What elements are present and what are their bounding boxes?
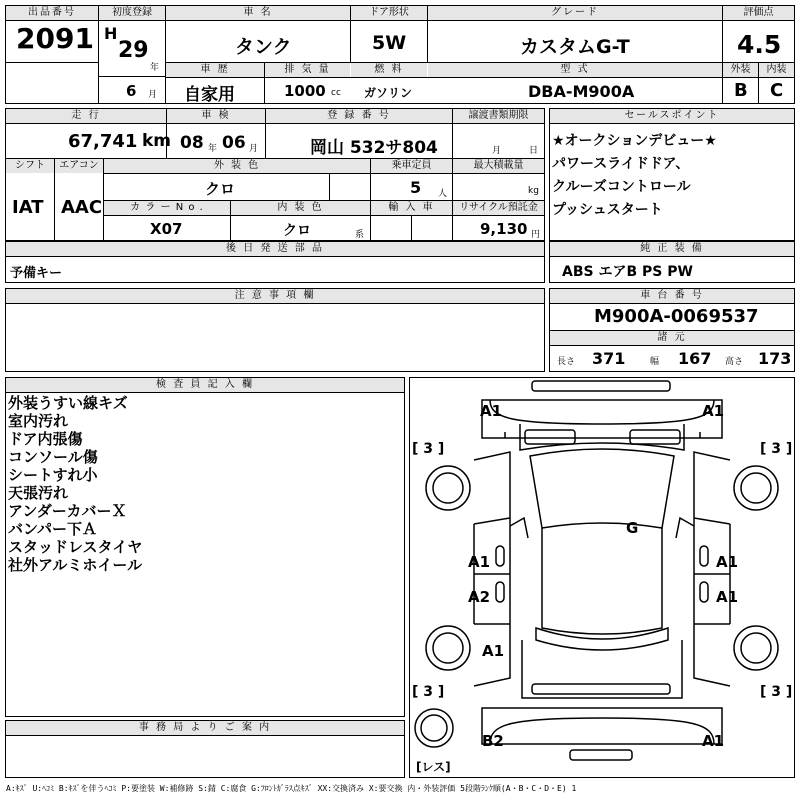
height-label: 高さ bbox=[725, 357, 744, 367]
mark-front-right: A1 bbox=[702, 402, 725, 420]
mark-rear-left: B2 bbox=[482, 732, 504, 750]
lot-number: 2091 bbox=[16, 22, 94, 55]
inspector-line: コンソール傷 bbox=[8, 448, 98, 466]
length: 371 bbox=[592, 349, 626, 368]
inspection-year-unit: 年 bbox=[208, 144, 218, 154]
mileage-unit: km bbox=[142, 131, 172, 151]
sales-line-4: プッシュスタート bbox=[552, 202, 663, 218]
reg-year: 29 bbox=[118, 38, 149, 63]
car-name: タンク bbox=[235, 36, 292, 58]
chassis-number: M900A-0069537 bbox=[594, 306, 759, 327]
later-parts: 予備キー bbox=[10, 266, 63, 281]
mark-front-left: A1 bbox=[480, 402, 503, 420]
color: クロ bbox=[205, 180, 236, 198]
width: 167 bbox=[678, 349, 712, 368]
shift: IAT bbox=[12, 197, 44, 218]
transfer-day: 日 bbox=[529, 146, 539, 156]
sales-line-3: クルーズコントロール bbox=[552, 179, 691, 195]
vehicle-info-block bbox=[5, 108, 545, 241]
mark-door-rr: A1 bbox=[716, 588, 739, 606]
transfer-label: 譲渡書類期限 bbox=[453, 109, 544, 123]
mark-door-rl: A2 bbox=[468, 588, 491, 606]
lot-label: 出品番号 bbox=[6, 6, 98, 20]
notes-label: 注 意 事 項 欄 bbox=[6, 289, 544, 303]
ac-label: エアコン bbox=[55, 159, 103, 173]
load-label: 最大積載量 bbox=[453, 159, 544, 173]
history: 自家用 bbox=[184, 85, 235, 105]
displacement: 1000 bbox=[284, 82, 326, 100]
car-outline bbox=[410, 378, 794, 777]
mark-door-fr: A1 bbox=[716, 553, 739, 571]
recycle: 9,130 bbox=[480, 220, 528, 238]
doors: 5W bbox=[372, 32, 407, 54]
office-label: 事 務 局 よ り ご 案 内 bbox=[6, 721, 404, 735]
mark-spare: [レス] bbox=[416, 760, 451, 774]
inspector-line: アンダーカバーＸ bbox=[8, 502, 127, 520]
model-label: 型 式 bbox=[428, 63, 722, 77]
inspector-line: バンパー下Ａ bbox=[8, 520, 97, 538]
genuine-equipment-label: 純 正 装 備 bbox=[550, 242, 794, 256]
ext-grade: B bbox=[734, 80, 748, 101]
import-label: 輸 入 車 bbox=[371, 201, 452, 215]
transfer-month: 月 bbox=[492, 146, 502, 156]
capacity: 5 bbox=[410, 178, 422, 197]
int-label: 内装 bbox=[759, 63, 794, 77]
plate: 岡山 532サ804 bbox=[310, 138, 438, 158]
fuel: ガソリン bbox=[364, 86, 413, 100]
mark-tire-fr: [ 3 ] bbox=[760, 441, 793, 457]
score-label: 評価点 bbox=[723, 6, 794, 20]
interior-color: クロ bbox=[283, 223, 311, 239]
color-no: X07 bbox=[150, 220, 183, 238]
int-grade: C bbox=[770, 80, 784, 101]
inspector-label: 検 査 員 記 入 欄 bbox=[6, 378, 404, 392]
doors-label: ドア形状 bbox=[351, 6, 427, 20]
interior-color-label: 内 装 色 bbox=[231, 201, 370, 215]
inspector-lines bbox=[8, 394, 142, 574]
inspector-line: 天張汚れ bbox=[8, 484, 69, 502]
model: DBA-M900A bbox=[528, 82, 635, 101]
inspector-line: ドア内張傷 bbox=[8, 430, 83, 448]
color-no-label: カ ラ ー N o . bbox=[104, 201, 230, 215]
recycle-label: リサイクル預託金 bbox=[453, 201, 544, 215]
sales-point-block bbox=[549, 108, 795, 241]
inspector-line: シートすれ小 bbox=[8, 466, 98, 484]
inspection-year: 08 bbox=[180, 133, 204, 153]
inspector-line: スタッドレスタイヤ bbox=[8, 538, 143, 556]
mark-rear-quarter-left: A1 bbox=[482, 642, 505, 660]
mark-rear-right: A1 bbox=[702, 732, 725, 750]
inspector-line: 室内汚れ bbox=[8, 412, 69, 430]
interior-color-unit: 系 bbox=[355, 230, 365, 240]
shift-label: シフト bbox=[6, 159, 54, 173]
history-label: 車 歴 bbox=[166, 63, 264, 77]
ext-label: 外装 bbox=[723, 63, 758, 77]
grade: カスタムG-T bbox=[520, 36, 630, 58]
mark-tire-fl: [ 3 ] bbox=[412, 441, 445, 457]
color-label: 外 装 色 bbox=[104, 159, 370, 173]
inspector-line: 外装うすい線キズ bbox=[8, 394, 128, 412]
displacement-label: 排 気 量 bbox=[265, 63, 350, 77]
recycle-unit: 円 bbox=[531, 230, 541, 240]
damage-diagram bbox=[409, 377, 795, 778]
inspection-label: 車 検 bbox=[167, 109, 265, 123]
reg-year-unit: 年 bbox=[150, 63, 160, 73]
sales-line-2: パワースライドドア、 bbox=[552, 156, 690, 172]
load-unit: kg bbox=[528, 186, 539, 196]
inspector-line: 社外アルミホイール bbox=[8, 556, 143, 574]
era: H bbox=[104, 24, 118, 43]
capacity-unit: 人 bbox=[438, 189, 448, 199]
reg-month: 6 bbox=[126, 82, 137, 100]
mark-glass: G bbox=[626, 519, 639, 537]
name-label: 車 名 bbox=[166, 6, 350, 20]
sales-line-1: ★オークションデビュー★ bbox=[552, 133, 717, 149]
first-reg-label: 初度登録 bbox=[99, 6, 165, 20]
ac: AAC bbox=[61, 197, 103, 218]
score: 4.5 bbox=[737, 30, 782, 59]
later-parts-label: 後 日 発 送 部 品 bbox=[6, 242, 544, 256]
mileage-label: 走 行 bbox=[6, 109, 166, 123]
width-label: 幅 bbox=[650, 357, 660, 367]
mark-tire-rr: [ 3 ] bbox=[760, 684, 793, 700]
capacity-label: 乗車定員 bbox=[371, 159, 452, 173]
mark-door-fl: A1 bbox=[468, 553, 491, 571]
mark-tire-rl: [ 3 ] bbox=[412, 684, 445, 700]
displacement-unit: cc bbox=[331, 88, 341, 98]
genuine-equipment: ABS エアB PS PW bbox=[562, 264, 693, 280]
inspection-month: 06 bbox=[222, 133, 246, 153]
fuel-label: 燃 料 bbox=[351, 63, 427, 77]
reg-month-unit: 月 bbox=[148, 90, 158, 100]
length-label: 長さ bbox=[557, 357, 576, 367]
specs-label: 諸 元 bbox=[550, 331, 794, 345]
mileage: 67,741 bbox=[68, 131, 138, 152]
plate-label: 登 録 番 号 bbox=[266, 109, 452, 123]
inspection-month-unit: 月 bbox=[249, 144, 259, 154]
grade-label: グレード bbox=[428, 6, 722, 20]
height: 173 bbox=[758, 349, 792, 368]
sales-point-label: セールスポイント bbox=[550, 109, 794, 123]
chassis-label: 車 台 番 号 bbox=[550, 289, 794, 303]
legend: A:ｷｽﾞ U:ﾍｺﾐ B:ｷｽﾞを伴うﾍｺﾐ P:要塗装 W:補修跡 S:錆 C:腐食 G:ﾌﾛﾝﾄｶﾞﾗｽ点ｷｽﾞ XX:交換済み X:要交換 内・外装評価 5段階ﾗﾝｸ順(A・B・C・D・E) 1 bbox=[6, 784, 577, 793]
